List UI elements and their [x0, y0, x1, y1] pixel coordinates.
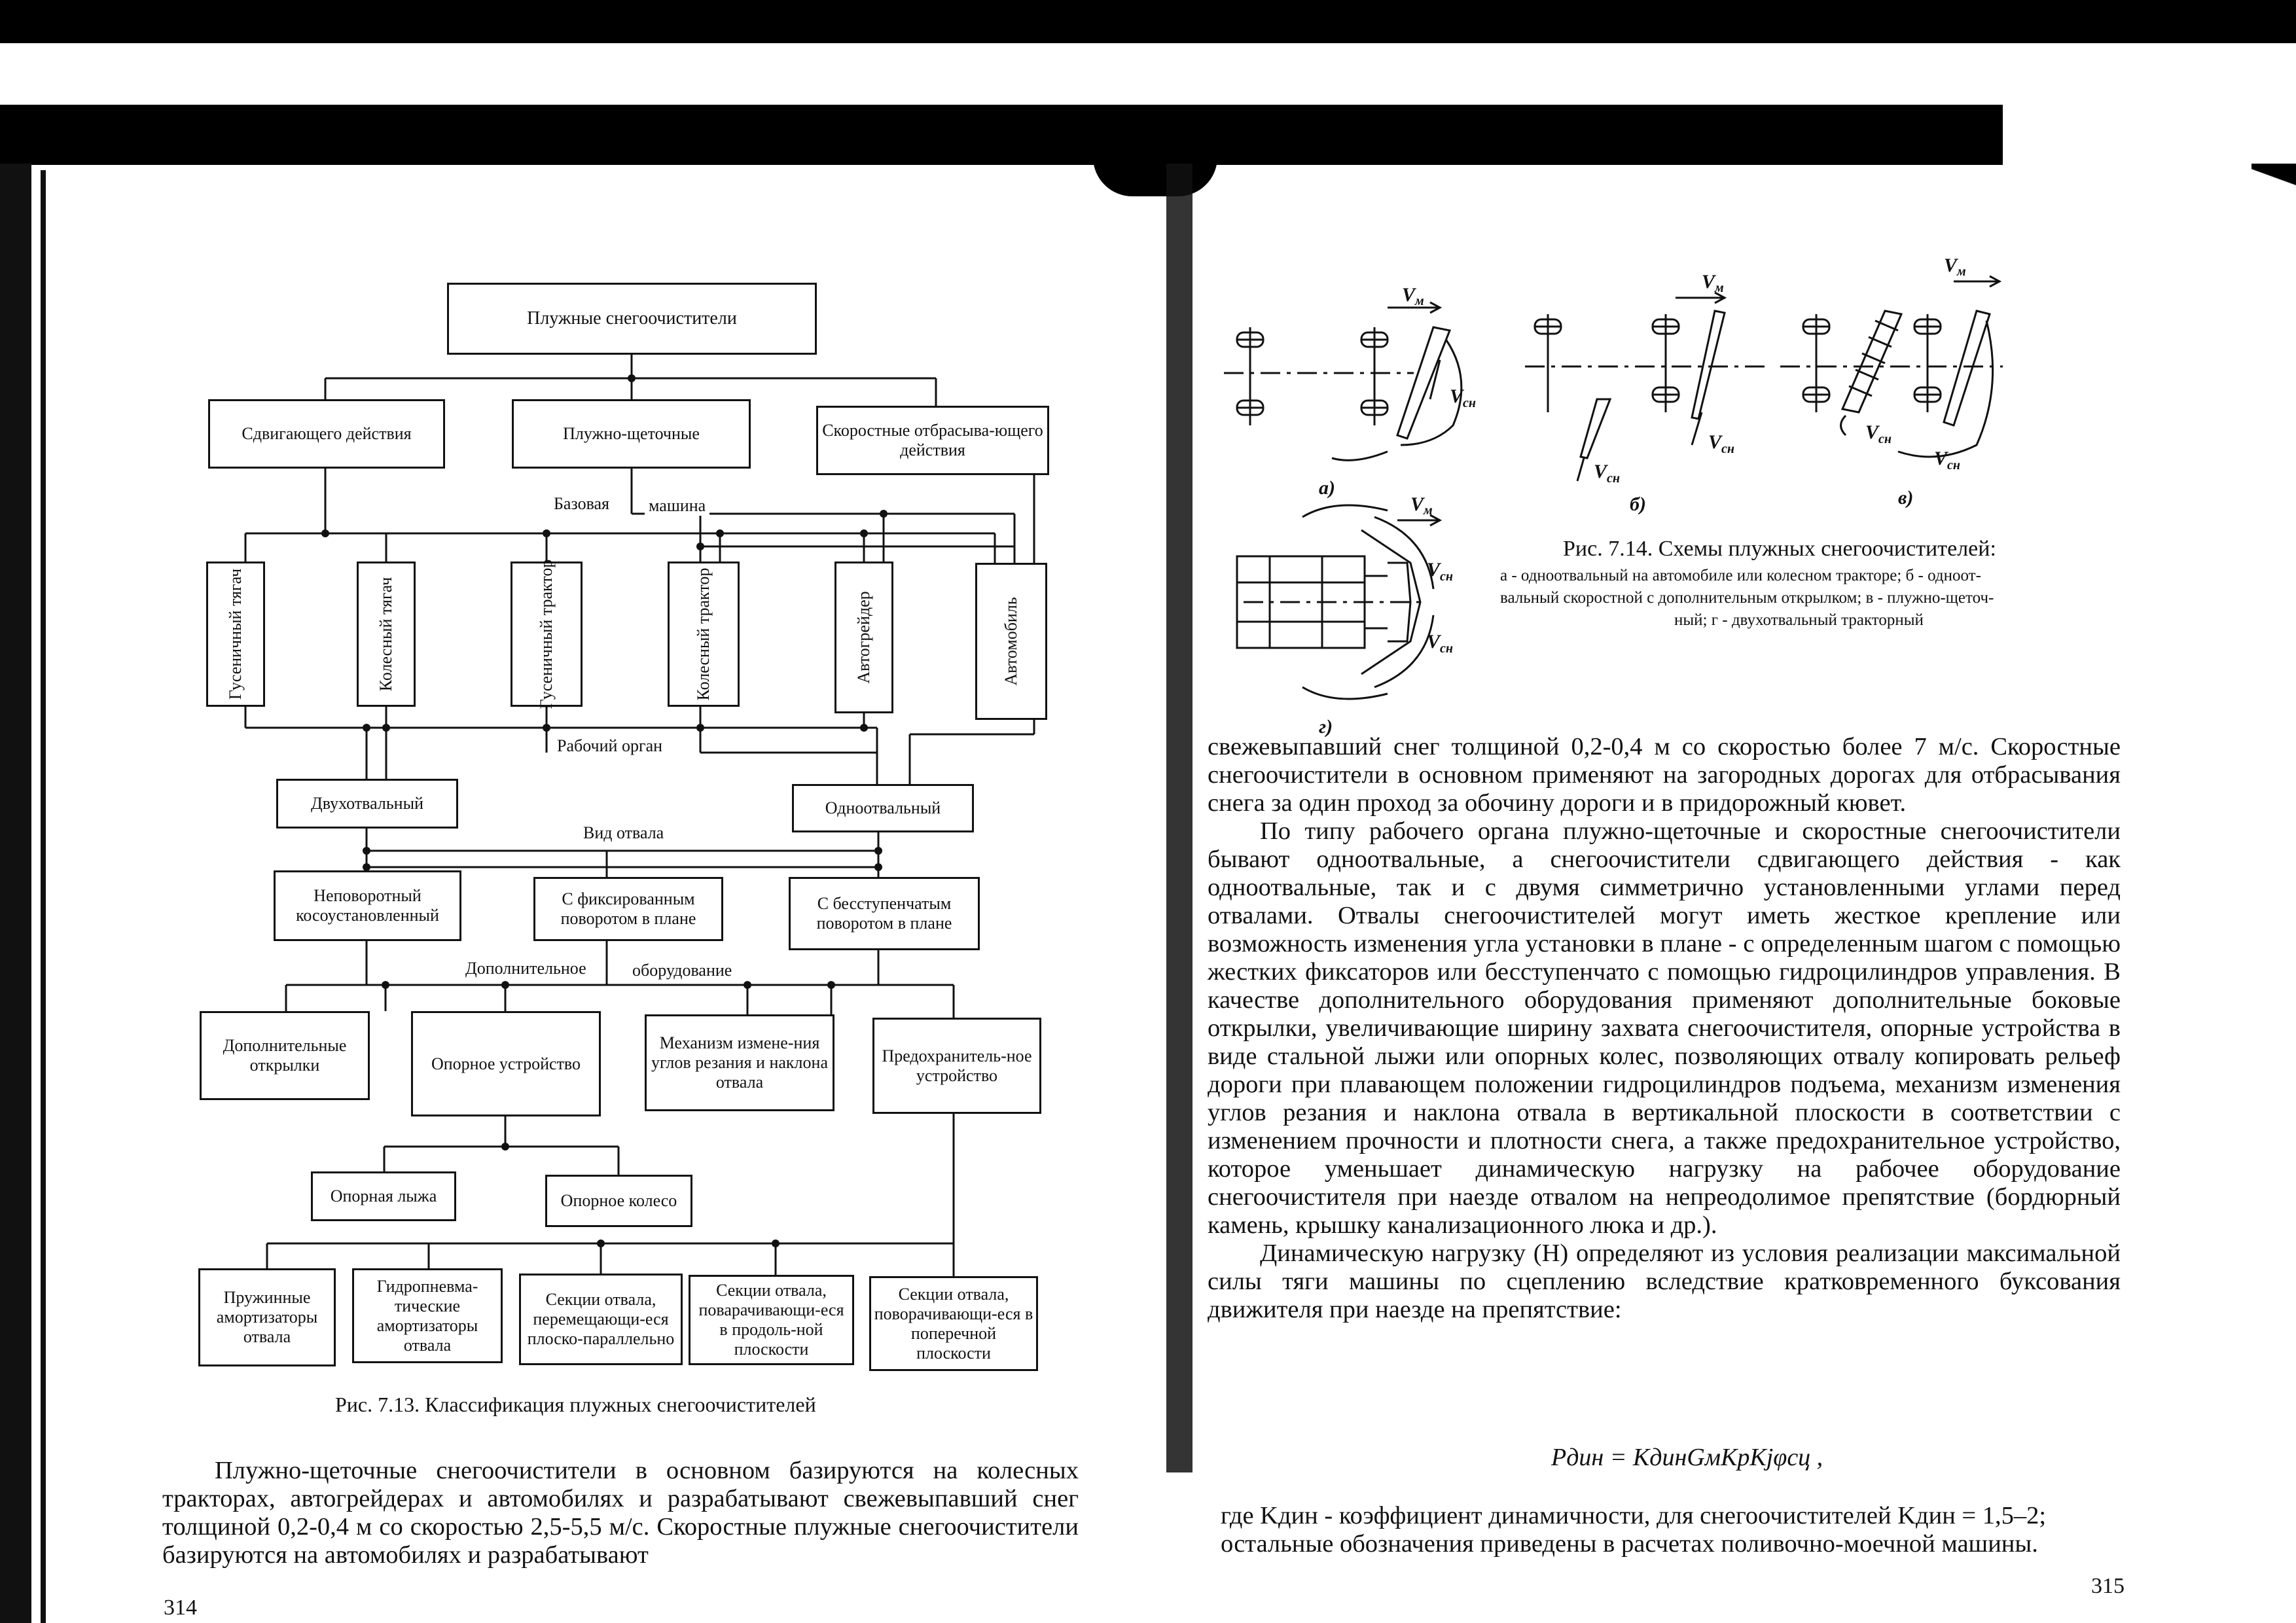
- machine-box-automobile: Автомобиль: [975, 563, 1047, 720]
- label-vcn-v2: V: [1934, 448, 1948, 469]
- label-vcn-b1: V: [1708, 431, 1722, 453]
- label-g: г): [1319, 716, 1333, 738]
- machine-box-crawler-tractor-2: Гусеничный трактор: [511, 562, 583, 707]
- dynamic-load-formula: Pдин = KдинGмKрKjφсц ,: [1551, 1444, 1823, 1471]
- work-box-single-blade: Одноотвальный: [792, 784, 974, 832]
- where-line-1: где Kдин - коэффициент динамичности, для снегоочистителей Kдин = 1,5–2;: [1221, 1502, 2047, 1529]
- label-vm-g-sub: м: [1424, 503, 1433, 518]
- support-box-ski: Опорная лыжа: [311, 1171, 456, 1221]
- blade-box-fixed-turn: С фиксированным поворотом в плане: [533, 877, 723, 941]
- right-paragraph-2: По типу рабочего органа плужно-щеточные и скоростные снегоочистители бывают одноотвальные, а снегоочистители сдвигающего действия - как одноотвальные, так и с двумя симметрично установленными углами перед отвалами. Отвалы снегоочистителей могут иметь жесткое крепление или возможность изменения угла установки в плане - с определенным шагом с помощью жестких фиксаторов или бесступенчато с помощью гидроцилиндров управления. В качестве дополнительного оборудования применяют дополнительные боковые открылки, увеличивающие ширину захвата снегоочистителя, опорные устройства в виде стальной лыжи или опорных колес, позволяющих отвалу копировать рельеф дороги при плавающем положении гидроцилиндров подъема, механизм изменения углов резания и наклона отвала в вертикальной плоскости в соответствии с изменением прочности и плотности снега, а также предохранительное устройство, которое уменьшает динамическую нагрузку на рабочее оборудование снегоочистителя при наезде отвалом на непреодолимое препятствие (бордюрный камень, крышку канализационного люка и др.).: [1208, 817, 2121, 1239]
- label-vm-b-sub: м: [1715, 281, 1724, 295]
- right-paragraph-3: Динамическую нагрузку (Н) определяют из условия реализации максимальной силы тяги машины по сцеплению вследствие кратковременного буксования движителя при наезде на препятствие:: [1208, 1240, 2121, 1323]
- label-vcn-b2-sub: сн: [1607, 471, 1620, 486]
- label-extra: Дополнительное: [461, 959, 590, 978]
- figure-7-13-caption: Рис. 7.13. Классификация плужных снегоочистителей: [335, 1393, 816, 1416]
- extra-box-safety: Предохранитель-ное устройство: [872, 1018, 1041, 1114]
- snowplow-schemes: [1191, 249, 2042, 759]
- root-box: Плужные снегоочистители: [447, 283, 817, 355]
- left-page-number: 314: [164, 1596, 197, 1620]
- label-vcn-v1-sub: сн: [1878, 432, 1892, 446]
- machine-box-grader: Автогрейдер: [834, 562, 893, 713]
- work-box-double-blade: Двухотвальный: [276, 779, 458, 829]
- label-vcn-a: V: [1450, 385, 1463, 407]
- support-box-wheel: Опорное колесо: [545, 1175, 692, 1227]
- protect-box-transverse: Секции отвала, поворачивающи-еся в поперечной плоскости: [869, 1276, 1038, 1371]
- right-text-block: [1208, 733, 2121, 1324]
- formula-explanation: [1221, 1502, 2130, 1558]
- blade-box-fixed-oblique: Неповоротный косоустановленный: [274, 870, 461, 941]
- label-vcn-g1: V: [1427, 559, 1441, 580]
- extra-box-support: Опорное устройство: [411, 1011, 601, 1116]
- machine-box-crawler-tractor: Гусеничный тягач: [206, 562, 265, 707]
- label-vm-b: V: [1702, 271, 1715, 293]
- machine-box-wheel-tractor-2: Колесный трактор: [668, 562, 740, 707]
- type-box-high-speed: Скоростные отбрасыва-ющего действия: [816, 406, 1049, 475]
- book-spine: [1166, 164, 1193, 1472]
- label-v: в): [1898, 487, 1914, 508]
- label-vm-a-sub: м: [1415, 294, 1424, 308]
- extra-box-wings: Дополнительные открылки: [200, 1011, 370, 1100]
- type-box-plow-brush: Плужно-щеточные: [512, 399, 751, 469]
- label-blade-type: Вид отвала: [579, 823, 668, 843]
- label-vm-g: V: [1410, 493, 1424, 515]
- figure-7-14-caption-title: Рис. 7.14. Схемы плужных снегоочистителей:: [1563, 537, 1996, 561]
- where-line-2: остальные обозначения приведены в расчетах поливочно-моечной машины.: [1221, 1530, 2038, 1558]
- protect-box-spring: Пружинные амортизаторы отвала: [198, 1268, 336, 1366]
- label-vcn-a-sub: сн: [1463, 396, 1476, 410]
- label-machine: машина: [645, 496, 709, 516]
- type-box-pushing: Сдвигающего действия: [208, 399, 445, 469]
- left-paragraph-text: Плужно-щеточные снегоочистители в основном базируются на колесных тракторах, автогрейдерах и автомобилях и разрабатывают свежевыпавший снег толщиной 0,2-0,4 м со скоростью 2,5-5,5 м/с. Скоростные плужные снегоочистители базируются на автомобилях и разрабатывают: [162, 1457, 1079, 1569]
- figure-7-14-caption-line3: ный; г - двухотвальный тракторный: [1674, 611, 1924, 629]
- label-vcn-v2-sub: сн: [1947, 458, 1960, 473]
- label-vcn-g2: V: [1427, 631, 1441, 652]
- right-paragraph-1: свежевыпавший снег толщиной 0,2-0,4 м со скоростью более 7 м/с. Скоростные снегоочистители в основном применяют на загородных дорогах для отбрасывания снега за один проход за обочину дороги и в придорожный кювет.: [1208, 733, 2121, 817]
- machine-box-wheel-tractor: Колесный тягач: [357, 562, 416, 707]
- protect-box-hydropneumatic: Гидропневма-тические амортизаторы отвала: [352, 1268, 503, 1363]
- protect-box-longitudinal: Секции отвала, поварачивающи-еся в продоль-ной плоскости: [689, 1275, 854, 1365]
- extra-box-angle-mechanism: Механизм измене-ния углов резания и наклона отвала: [645, 1014, 834, 1111]
- label-vcn-b2: V: [1594, 461, 1607, 482]
- label-vcn-v1: V: [1865, 421, 1879, 443]
- right-corner-mark: [2251, 164, 2296, 190]
- label-vcn-g1-sub: сн: [1440, 569, 1453, 584]
- label-b: б): [1630, 493, 1646, 515]
- label-base: Базовая: [550, 494, 613, 514]
- blade-box-stepless-turn: С бесступенчатым поворотом в плане: [789, 877, 980, 950]
- label-work-organ: Рабочий орган: [553, 736, 666, 756]
- right-page-number: 315: [2091, 1574, 2125, 1598]
- label-vcn-b1-sub: сн: [1721, 442, 1734, 456]
- label-vcn-g2-sub: сн: [1440, 641, 1453, 656]
- figure-7-14-caption-line2: вальный скоростной с дополнительным открылком; в - плужно-щеточ-: [1500, 589, 1994, 607]
- protect-box-parallel: Секции отвала, перемещающи-еся плоско-параллельно: [519, 1274, 683, 1365]
- label-equipment: оборудование: [628, 961, 736, 980]
- label-a: а): [1319, 477, 1335, 499]
- label-vm-v-sub: м: [1957, 264, 1966, 279]
- label-vm-a: V: [1402, 284, 1416, 306]
- left-paragraph: [162, 1457, 1079, 1569]
- figure-7-14-caption-line1: а - одноотвальный на автомобиле или колесном тракторе; б - одноот-: [1500, 567, 1981, 584]
- label-vm-v: V: [1944, 255, 1958, 276]
